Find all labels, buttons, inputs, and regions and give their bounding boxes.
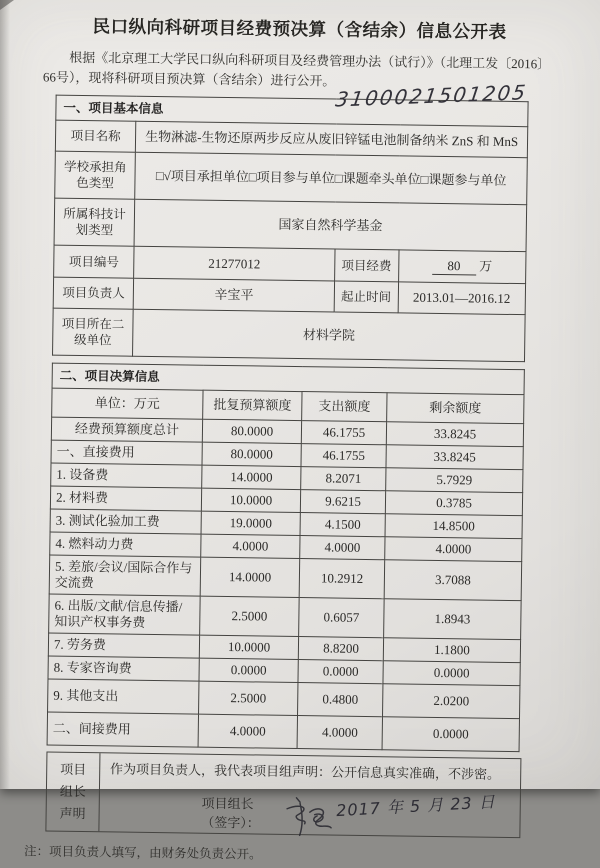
- plan-type-label: 所属科技计划类型: [54, 198, 135, 246]
- budget-amount: 10.2912: [299, 559, 384, 599]
- handwritten-date: 2017 年 5 月 23 日: [335, 792, 497, 821]
- project-number-label: 项目编号: [54, 245, 135, 278]
- duration-label: 起止时间: [334, 281, 398, 313]
- budget-amount: 0.6057: [299, 598, 384, 638]
- signature-row: [109, 782, 510, 836]
- budget-item-label: 一、直接费用: [51, 440, 202, 465]
- budget-amount: 0.4800: [298, 683, 383, 717]
- budget-amount: 1.1800: [383, 638, 520, 663]
- budget-amount: 0.3785: [385, 491, 522, 516]
- budget-amount: 2.5000: [199, 681, 299, 715]
- budget-amount: 10.0000: [199, 635, 298, 659]
- budget-section: [47, 363, 525, 753]
- budget-item-label: 4. 燃料动力费: [50, 532, 201, 557]
- role-type-label: 学校承担角色类型: [55, 151, 136, 199]
- footnote: 注：项目负责人填写，由财务处负责公开。: [23, 844, 262, 863]
- budget-unit-header: 单位：万元: [52, 388, 203, 419]
- budget-item-label: 二、间接费用: [47, 712, 198, 747]
- section1-title: 一、项目基本信息: [56, 95, 528, 127]
- intro-paragraph: 根据《北京理工大学民口纵向科研项目及经费管理办法（试行）》（北理工发〔2016〕66号），现将科研项目预决算（含结余）进行公开。: [42, 49, 551, 89]
- budget-amount: 14.8500: [385, 514, 522, 539]
- budget-amount: 4.1500: [300, 513, 385, 537]
- budget-amount: 4.0000: [297, 716, 382, 750]
- budget-amount: 4.0000: [385, 537, 522, 562]
- project-name-label: 项目名称: [55, 120, 136, 152]
- plan-type-value: 国家自然科学基金: [134, 199, 526, 251]
- budget-item-label: 7. 劳务费: [48, 633, 199, 658]
- funding-unit: 万: [479, 258, 493, 274]
- budget-item-label: 9. 其他支出: [48, 679, 199, 714]
- department-value: 材料学院: [133, 309, 525, 361]
- signature-scribble: [279, 780, 337, 851]
- budget-row: [49, 555, 521, 601]
- leader-value: 辛宝平: [133, 278, 334, 312]
- basic-info-table: [52, 95, 529, 363]
- budget-amount: 33.8245: [386, 445, 523, 470]
- page-title: 民口纵向科研项目经费预决算（含结余）信息公开表: [92, 16, 507, 42]
- department-label: 项目所在二级单位: [53, 308, 134, 356]
- declaration-statement: 作为项目负责人，我代表项目组声明：公开信息真实准确，不涉密。: [109, 761, 501, 783]
- budget-amount: 5.7929: [386, 468, 523, 493]
- declaration-box: [45, 752, 521, 839]
- budget-item-label: 6. 出版/文献/信息传播/知识产权事务费: [49, 594, 201, 635]
- budget-amount: 9.6215: [300, 490, 385, 514]
- budget-amount: 8.2071: [301, 467, 386, 491]
- budget-amount: 0.0000: [199, 658, 298, 682]
- budget-table: [47, 363, 525, 753]
- budget-approved-header: 批复预算额度: [203, 390, 303, 420]
- budget-amount: 4.0000: [198, 714, 298, 748]
- funding-label: 项目经费: [334, 249, 398, 282]
- role-type-row: [55, 151, 528, 205]
- plan-type-row: [54, 198, 527, 252]
- budget-item-label: 3. 测试化验加工费: [50, 509, 201, 534]
- budget-item-label: 5. 差旅/会议/国际合作与交流费: [49, 555, 201, 596]
- funding-value: [398, 250, 526, 284]
- leader-label: 项目负责人: [53, 277, 134, 309]
- budget-remaining-header: 剩余额度: [387, 393, 524, 424]
- budget-amount: 33.8245: [386, 422, 523, 447]
- budget-row: [49, 594, 521, 640]
- duration-value: 2013.01—2016.12: [398, 282, 526, 315]
- budget-amount: 0.0000: [382, 717, 519, 752]
- budget-amount: 14.0000: [202, 465, 301, 489]
- budget-amount: 8.8200: [298, 637, 383, 661]
- budget-amount: 0.0000: [383, 661, 520, 686]
- declaration-label: 项目组长声明: [46, 753, 100, 832]
- handwritten-number: 3100021501205: [333, 80, 529, 112]
- budget-amount: 4.0000: [201, 534, 300, 558]
- project-name-value: 生物淋滤-生物还原两步反应从废旧锌锰电池制备纳米 ZnS 和 MnS: [136, 122, 528, 158]
- budget-amount: 19.0000: [201, 511, 300, 535]
- project-number-value: 21277012: [134, 246, 335, 281]
- budget-item-label: 2. 材料费: [50, 486, 201, 511]
- department-row: [53, 308, 526, 362]
- funding-amount: 80: [432, 258, 476, 276]
- budget-amount: 46.1755: [301, 444, 386, 468]
- budget-amount: 0.0000: [298, 660, 383, 684]
- budget-item-label: 1. 设备费: [51, 463, 202, 488]
- budget-amount: 3.7088: [384, 560, 521, 601]
- budget-amount: 2.0200: [383, 684, 520, 719]
- budget-spent-header: 支出额度: [302, 392, 387, 422]
- declaration-body: [99, 754, 520, 838]
- budget-amount: 46.1755: [301, 421, 386, 445]
- budget-amount: 1.8943: [384, 599, 521, 640]
- budget-amount: 14.0000: [200, 557, 300, 597]
- section2-title: 二、项目决算信息: [52, 363, 524, 395]
- role-type-checkboxes: □√项目承担单位□项目参与单位□课题牵头单位□课题参与单位: [135, 153, 527, 205]
- budget-amount: 2.5000: [200, 596, 300, 636]
- budget-amount: 4.0000: [300, 536, 385, 560]
- budget-item-label: 经费预算额度总计: [51, 417, 202, 442]
- budget-amount: 80.0000: [202, 419, 301, 443]
- budget-item-label: 8. 专家咨询费: [48, 656, 199, 681]
- sign-label: 项目组长（签字）：: [201, 796, 260, 831]
- budget-amount: 10.0000: [201, 488, 300, 512]
- budget-row: [47, 712, 519, 752]
- basic-info-section: [52, 80, 529, 363]
- budget-amount: 80.0000: [202, 442, 301, 466]
